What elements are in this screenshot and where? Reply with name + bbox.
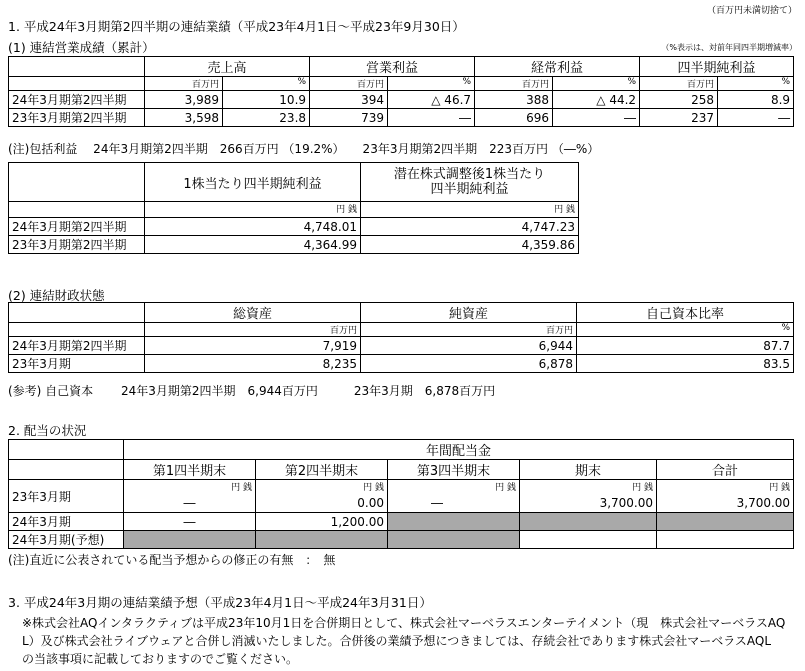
value-cell: 1,200.00 <box>256 513 388 531</box>
shaded-cell <box>124 531 256 549</box>
header-total: 合計 <box>657 460 794 480</box>
section1-subtitle: (1) 連結営業成績（累計） <box>8 40 155 55</box>
unit-cell: 百万円 <box>145 323 361 337</box>
value-cell: 3,598 <box>145 109 223 127</box>
unit-cell: 百万円 <box>361 323 577 337</box>
unit-cell: % <box>577 323 794 337</box>
header-total-assets: 総資産 <box>145 303 361 323</box>
header-annual-dividends: 年間配当金 <box>124 440 794 460</box>
unit-cell: 円 銭 <box>361 202 579 218</box>
unit-label: 円 銭 <box>231 483 252 493</box>
blank-cell <box>9 323 145 337</box>
header-net-income: 四半期純利益 <box>640 57 794 77</box>
percentage-note: （%表示は、対前年同四半期増減率） <box>661 43 797 52</box>
value-cell: ― <box>124 513 256 531</box>
value-cell: ― <box>388 109 475 127</box>
value-text: ― <box>431 495 443 510</box>
table-row <box>9 109 794 127</box>
dividends-table <box>8 439 794 549</box>
unit-cell: 百万円 <box>310 77 388 91</box>
equity-reference-note: (参考) 自己資本 24年3月期第2四半期 6,944百万円 23年3月期 6,878百万円 <box>8 384 496 398</box>
unit-cell: % <box>388 77 475 91</box>
value-cell: 87.7 <box>577 337 794 355</box>
unit-label: 円 銭 <box>495 483 516 493</box>
value-cell: 388 <box>475 91 553 109</box>
empty-cell <box>520 531 657 549</box>
value-cell: △ 46.7 <box>388 91 475 109</box>
dividend-cell <box>124 480 256 513</box>
row-label: 23年3月期第2四半期 <box>9 109 145 127</box>
empty-cell <box>657 531 794 549</box>
value-text: 0.00 <box>357 495 384 510</box>
header-ordinary-income: 経常利益 <box>475 57 640 77</box>
shaded-cell <box>388 513 520 531</box>
value-cell: 83.5 <box>577 355 794 373</box>
shaded-cell <box>256 531 388 549</box>
row-label: 24年3月期 <box>9 513 124 531</box>
row-label: 23年3月期 <box>9 480 124 513</box>
unit-cell: % <box>553 77 640 91</box>
value-cell: 10.9 <box>223 91 310 109</box>
header-diluted-eps <box>361 163 579 202</box>
operating-results-table <box>8 56 794 127</box>
unit-cell: 百万円 <box>640 77 718 91</box>
shaded-cell <box>520 513 657 531</box>
row-label: 23年3月期 <box>9 355 145 373</box>
header-equity-ratio: 自己資本比率 <box>577 303 794 323</box>
table-row <box>9 236 579 254</box>
value-cell: 4,364.99 <box>145 236 361 254</box>
value-text: 3,700.00 <box>599 495 653 510</box>
unit-cell: % <box>223 77 310 91</box>
blank-cell <box>9 440 124 460</box>
blank-cell <box>9 460 124 480</box>
value-cell: 237 <box>640 109 718 127</box>
forecast-note-line1: ※株式会社AQインタラクティブは平成23年10月1日を合併期日として、株式会社マーベラスエンターテイメント（現 株式会社マーベラスAQ <box>22 616 786 630</box>
value-cell: 258 <box>640 91 718 109</box>
table-row <box>9 91 794 109</box>
forecast-note-line2: L）及び株式会社ライブウェアと合併し消滅いたしました。合併後の業績予想につきましては、存続会社であります株式会社マーベラスAQL <box>22 634 772 648</box>
value-cell: 4,747.23 <box>361 218 579 236</box>
shaded-cell <box>657 513 794 531</box>
value-text: 3,700.00 <box>736 495 791 510</box>
blank-cell <box>9 303 145 323</box>
header-diluted-eps-line1: 潜在株式調整後1株当たり <box>393 167 546 182</box>
header-net-assets: 純資産 <box>361 303 577 323</box>
forecast-note-line3: の当該事項に記載しておりますのでご覧ください。 <box>22 652 299 666</box>
financial-position-table <box>8 302 794 373</box>
unit-label: 円 銭 <box>769 483 791 493</box>
row-label: 24年3月期(予想) <box>9 531 124 549</box>
table-row <box>9 531 794 549</box>
header-q2-end: 第2四半期末 <box>256 460 388 480</box>
value-cell: 23.8 <box>223 109 310 127</box>
dividend-cell <box>388 480 520 513</box>
value-cell: 6,944 <box>361 337 577 355</box>
section3-title: 3. 平成24年3月期の連結業績予想（平成23年4月1日～平成24年3月31日） <box>8 595 432 610</box>
dividend-cell <box>657 480 794 513</box>
value-cell: 739 <box>310 109 388 127</box>
unit-cell: 百万円 <box>145 77 223 91</box>
value-cell: 3,989 <box>145 91 223 109</box>
row-label: 24年3月期第2四半期 <box>9 91 145 109</box>
header-operating-income: 営業利益 <box>310 57 475 77</box>
value-cell: 394 <box>310 91 388 109</box>
unit-label: 円 銭 <box>632 483 653 493</box>
table-row <box>9 337 794 355</box>
blank-cell <box>9 163 145 202</box>
table-row <box>9 218 579 236</box>
value-cell: △ 44.2 <box>553 91 640 109</box>
dividend-cell <box>256 480 388 513</box>
section1-title: 1. 平成24年3月期第2四半期の連結業績（平成23年4月1日～平成23年9月30日） <box>8 19 465 34</box>
unit-note: （百万円未満切捨て） <box>706 6 797 16</box>
unit-cell: 百万円 <box>475 77 553 91</box>
table-row <box>9 355 794 373</box>
value-cell: 7,919 <box>145 337 361 355</box>
dividend-cell <box>520 480 657 513</box>
blank-cell <box>9 57 145 77</box>
value-text: ― <box>183 495 196 510</box>
value-cell: 4,748.01 <box>145 218 361 236</box>
shaded-cell <box>388 531 520 549</box>
table-row <box>9 480 794 513</box>
unit-cell: % <box>718 77 794 91</box>
per-share-table <box>8 162 579 254</box>
dividend-revision-note: (注)直近に公表されている配当予想からの修正の有無 ： 無 <box>8 553 336 567</box>
unit-cell: 円 銭 <box>145 202 361 218</box>
table-row <box>9 513 794 531</box>
value-cell: 4,359.86 <box>361 236 579 254</box>
header-q3-end: 第3四半期末 <box>388 460 520 480</box>
row-label: 24年3月期第2四半期 <box>9 218 145 236</box>
value-cell: ― <box>718 109 794 127</box>
value-cell: ― <box>553 109 640 127</box>
blank-cell <box>9 202 145 218</box>
value-cell: 8.9 <box>718 91 794 109</box>
row-label: 24年3月期第2四半期 <box>9 337 145 355</box>
header-q1-end: 第1四半期末 <box>124 460 256 480</box>
section2-title: 2. 配当の状況 <box>8 423 87 438</box>
value-cell: 6,878 <box>361 355 577 373</box>
header-diluted-eps-line2: 四半期純利益 <box>430 182 509 197</box>
header-eps: 1株当たり四半期純利益 <box>145 163 361 202</box>
section1-2-title: (2) 連結財政状態 <box>8 288 105 303</box>
row-label: 23年3月期第2四半期 <box>9 236 145 254</box>
header-year-end: 期末 <box>520 460 657 480</box>
value-cell: 696 <box>475 109 553 127</box>
blank-cell <box>9 77 145 91</box>
unit-label: 円 銭 <box>363 483 384 493</box>
header-sales: 売上高 <box>145 57 310 77</box>
comprehensive-income-note: (注)包括利益 24年3月期第2四半期 266百万円 （19.2%） 23年3月期第2四半期 223百万円 （―%） <box>8 142 600 156</box>
value-cell: 8,235 <box>145 355 361 373</box>
